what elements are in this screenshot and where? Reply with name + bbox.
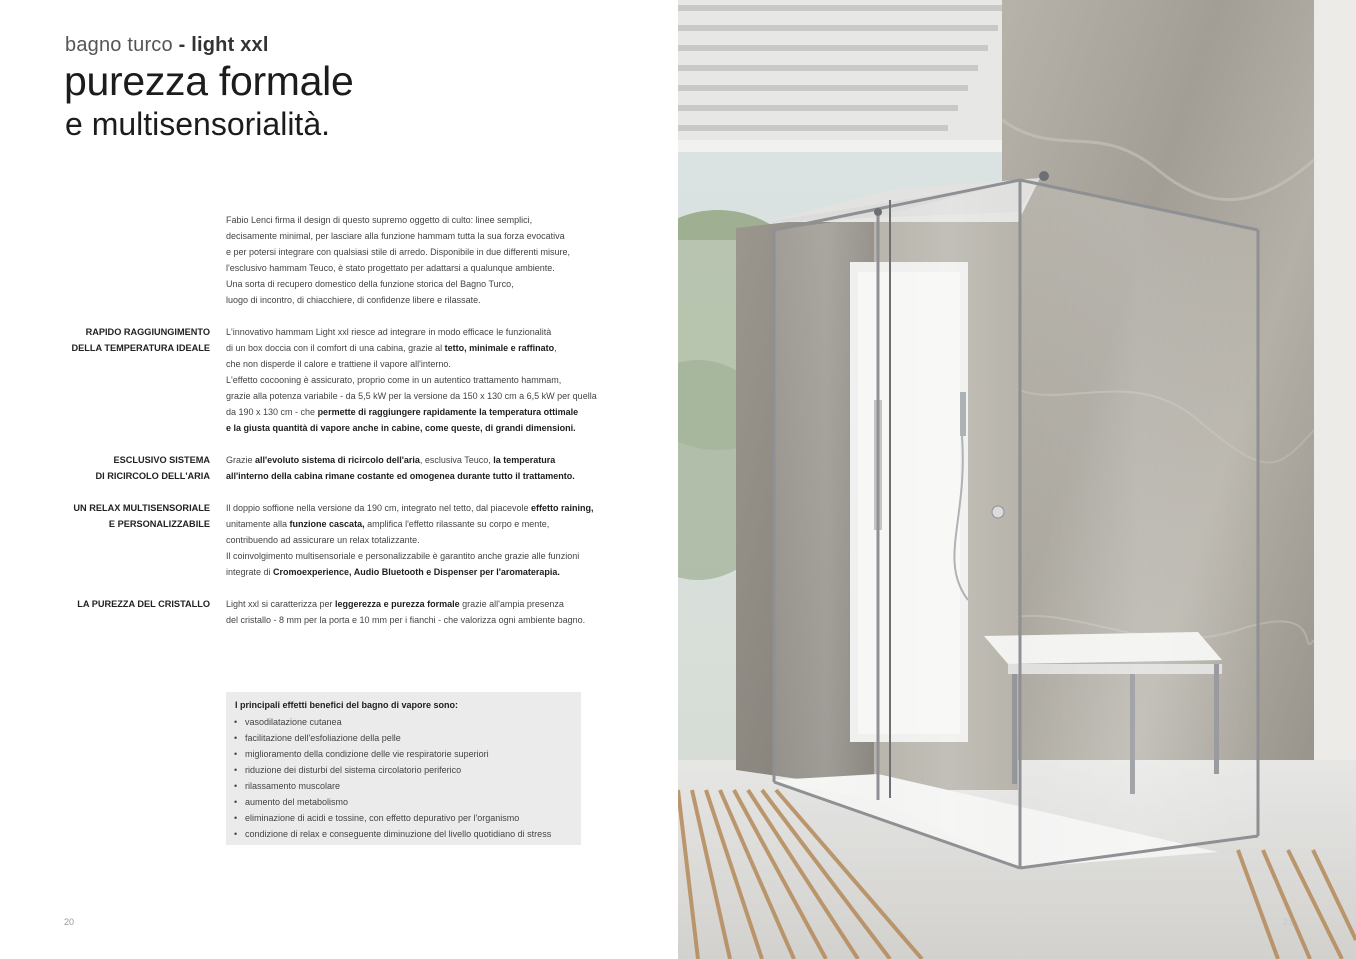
emphasis-text: all'interno della cabina rimane costante ed omogenea durante tutto il trattamento.	[226, 471, 575, 481]
kicker-product: light xxl	[191, 34, 269, 56]
body-run: Il coinvolgimento multisensoriale e personalizzabile è garantito anche grazie alle funzioni	[226, 551, 580, 561]
body-run: contribuendo ad assicurare un relax totalizzante.	[226, 535, 420, 545]
section-label: UN RELAX MULTISENSORIALE E PERSONALIZZABILE	[73, 503, 210, 529]
section-line	[226, 516, 626, 532]
section-label: LA PUREZZA DEL CRISTALLO	[77, 599, 210, 609]
body-run: unitamente alla	[226, 519, 290, 529]
body-run: Il doppio soffione nella versione da 190 cm, integrato nel tetto, dal piacevole	[226, 503, 532, 513]
benefits-list	[234, 714, 551, 842]
benefits-title: I principali effetti benefici del bagno di vapore sono:	[235, 700, 459, 710]
intro-line: l'esclusivo hammam Teuco, è stato progettato per adattarsi a qualunque ambiente.	[226, 263, 555, 273]
benefit-item: • riduzione dei disturbi del sistema circolatorio periferico	[234, 762, 551, 778]
benefit-item: • condizione di relax e conseguente diminuzione del livello quotidiano di stress	[234, 826, 551, 842]
section-line	[226, 340, 626, 356]
body-run: grazie alla potenza variabile - da 5,5 kW per la versione da 150 x 130 cm a 6,5 kW per quella	[226, 391, 597, 401]
section-line	[226, 356, 626, 372]
emphasis-text: e la giusta quantità di vapore anche in cabine, come queste, di grandi dimensioni.	[226, 423, 576, 433]
section-line	[226, 372, 626, 388]
section-line	[226, 612, 626, 628]
body-run: del cristallo - 8 mm per la porta e 10 mm per i fianchi - che valorizza ogni ambiente bagno.	[226, 615, 586, 625]
intro-paragraph	[226, 212, 626, 308]
section-line	[226, 452, 626, 468]
section-line	[226, 468, 626, 484]
section-line	[226, 420, 626, 436]
section-body	[226, 596, 626, 628]
emphasis-text: funzione cascata,	[289, 519, 365, 529]
body-run: grazie all'ampia presenza	[459, 599, 564, 609]
benefit-item: • eliminazione di acidi e tossine, con effetto depurativo per l'organismo	[234, 810, 551, 826]
section-body	[226, 324, 626, 436]
body-run: di un box doccia con il comfort di una cabina, grazie al	[226, 343, 445, 353]
section-line	[226, 324, 626, 340]
benefits-box	[226, 692, 581, 845]
page-title: purezza formale	[64, 58, 354, 104]
section-line	[226, 596, 626, 612]
section-body	[226, 500, 626, 580]
page-kicker	[65, 34, 269, 57]
emphasis-text: Cromoexperience, Audio Bluetooth e Dispenser per l'aromaterapia.	[273, 567, 560, 577]
emphasis-text: effetto raining,	[531, 503, 594, 513]
steam-shower-illustration	[678, 0, 1356, 959]
intro-line: luogo di incontro, di chiacchiere, di confidenze libere e rilassate.	[226, 295, 481, 305]
emphasis-text: leggerezza e purezza formale	[335, 599, 460, 609]
benefit-item: • aumento del metabolismo	[234, 794, 551, 810]
benefit-item: • facilitazione dell'esfoliazione della pelle	[234, 730, 551, 746]
body-run: , esclusiva Teuco,	[419, 455, 494, 465]
benefit-item: • miglioramento della condizione delle vie respiratorie superiori	[234, 746, 551, 762]
emphasis-text: all'evoluto sistema di ricircolo dell'aria	[255, 455, 420, 465]
intro-line: decisamente minimal, per lasciare alla funzione hammam tutta la sua forza evocativa	[226, 231, 565, 241]
page-subtitle: e multisensorialità.	[65, 106, 330, 142]
body-run: da 190 x 130 cm - che	[226, 407, 318, 417]
section-line	[226, 388, 626, 404]
section-line	[226, 564, 626, 580]
kicker-category: bagno turco	[65, 34, 173, 56]
benefit-item: • vasodilatazione cutanea	[234, 714, 551, 730]
product-photo	[678, 0, 1356, 959]
section-line	[226, 548, 626, 564]
emphasis-text: la temperatura	[493, 455, 556, 465]
benefit-item: • rilassamento muscolare	[234, 778, 551, 794]
emphasis-text: tetto, minimale e raffinato	[444, 343, 555, 353]
body-run: L'innovativo hammam Light xxl riesce ad integrare in modo efficace le funzionalità	[226, 327, 552, 337]
section-line	[226, 404, 626, 420]
body-run: Grazie	[226, 455, 256, 465]
kicker-separator: -	[178, 34, 186, 56]
body-run: L'effetto cocooning è assicurato, proprio come in un autentico trattamento hammam,	[226, 375, 562, 385]
body-run: integrate di	[226, 567, 274, 577]
section-label: ESCLUSIVO SISTEMA DI RICIRCOLO DELL'ARIA	[95, 455, 210, 481]
emphasis-text: permette di raggiungere rapidamente la temperatura ottimale	[317, 407, 579, 417]
body-run: amplifica l'effetto rilassante su corpo e mente,	[364, 519, 550, 529]
body-run: Light xxl si caratterizza per	[226, 599, 336, 609]
intro-line: Una sorta di recupero domestico della funzione storica del Bagno Turco,	[226, 279, 514, 289]
section-body	[226, 452, 626, 484]
section-line	[226, 532, 626, 548]
page-number-left: 20	[64, 917, 75, 927]
section-line	[226, 500, 626, 516]
page-number-right: 21	[1283, 917, 1294, 927]
body-run: ,	[554, 343, 557, 353]
section-label: RAPIDO RAGGIUNGIMENTO DELLA TEMPERATURA IDEALE	[71, 327, 210, 353]
body-run: che non disperde il calore e trattiene il vapore all'interno.	[226, 359, 451, 369]
intro-line: e per potersi integrare con qualsiasi stile di arredo. Disponibile in due differenti misure,	[226, 247, 571, 257]
intro-line: Fabio Lenci firma il design di questo supremo oggetto di culto: linee semplici,	[226, 215, 533, 225]
